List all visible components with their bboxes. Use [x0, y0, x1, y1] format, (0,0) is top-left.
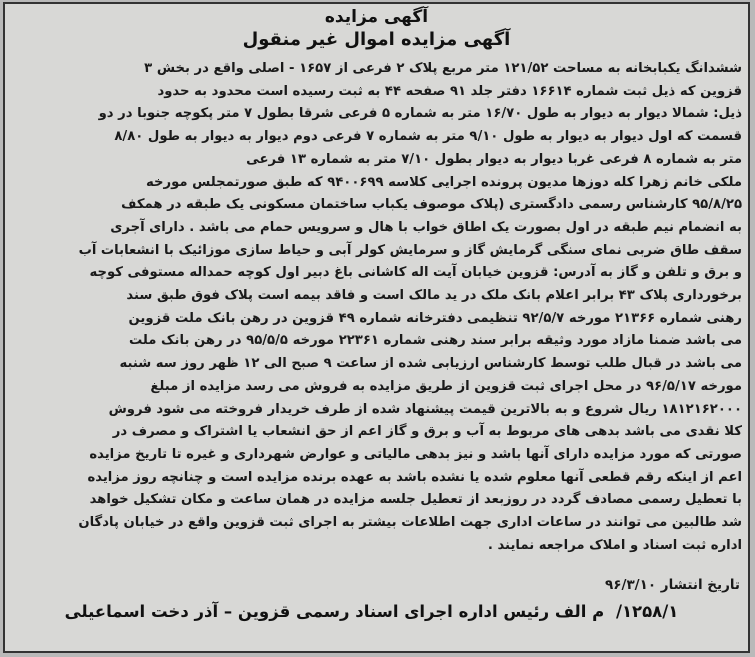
notice-subtitle: آگهی مزایده اموال غیر منقول: [242, 29, 511, 50]
body-line: به انضمام نیم طبقه در اول بصورت یک اطاق خواب با هال و سرویس حمام می باشد . دارای آجری: [110, 219, 742, 235]
body-line: اعم از اینکه رقم قطعی آنها معلوم شده یا نشده باشد به عهده برنده مزایده است و چنانچه روز مزایده: [87, 469, 742, 485]
body-line: شد طالبین می توانند در ساعات اداری جهت اطلاعات بیشتر به اجرای ثبت قزوین واقع در خیابان پادگان: [78, 515, 742, 531]
body-line: با تعطیل رسمی مصادف گردد در روزبعد از تعطیل جلسه مزایده در همان ساعت و مکان تشکیل خواهد: [89, 492, 742, 508]
body-line: برخورداری پلاک ۴۳ برابر اعلام بانک ملک در ید مالک است و فاقد بیمه است پلاک فوق طبق سند: [126, 288, 742, 304]
notice-code: ۱۲۵۸/۱/: [615, 602, 679, 621]
body-line: و برق و تلفن و گاز به آدرس: قزوین خیابان آیت اله کاشانی باغ دبیر اول کوچه حمداله مستوفی کوچه: [89, 265, 742, 281]
body-line: می باشد در قبال طلب توسط کارشناس ارزیابی شده از ساعت ۹ صبح الی ۱۲ ظهر روز سه شنبه: [119, 356, 742, 372]
notice-title: آگهی مزایده: [324, 7, 429, 27]
body-line: می باشد ضمنا مازاد مورد وثیقه برابر سند رهنی شماره ۲۲۳۶۱ مورخه ۹۵/۵/۵ در رهن بانک ملت: [128, 333, 742, 349]
body-line: ششدانگ یکبابخانه به مساحت ۱۲۱/۵۲ متر مربع پلاک ۲ فرعی از ۱۶۵۷ - اصلی واقع در بخش ۳: [144, 61, 742, 76]
body-line: رهنی شماره ۲۱۳۶۶ مورخه ۹۲/۵/۷ تنظیمی دفترخانه شماره ۴۹ قزوین در رهن بانک ملت قزوین: [128, 310, 742, 326]
body-line: قسمت که اول دیوار به دیوار به طول ۹/۱۰ متر به شماره ۷ فرعی دوم دیوار به دیوار به طول ۸/۸۰: [114, 129, 742, 145]
body-line: ملکی خانم زهرا کله دوزها مدیون پرونده اجرایی کلاسه ۹۴۰۰۶۹۹ که طبق صورتمجلس مورخه: [146, 174, 742, 190]
body-line: قزوین که ذیل ثبت شماره ۱۶۶۱۴ دفتر جلد ۹۱ صفحه ۴۴ به ثبت رسیده است محدود به حدود: [157, 83, 742, 99]
signature-line: [5, 602, 738, 621]
body-line: ۱۸۱۲۱۶۲۰۰۰ ریال شروع و به بالاترین قیمت پیشنهاد شده از طرف خریدار فروخته می شود فروش: [108, 401, 742, 417]
notice-header: [5, 6, 748, 52]
body-line: ۹۵/۸/۲۵ کارشناس رسمی دادگستری (پلاک موصوف یکباب ساختمان مسکونی یک طبقه در همکف: [121, 197, 742, 213]
body-line: متر به شماره ۸ فرعی غربا دیوار به دیوار بطول ۷/۱۰ متر به شماره ۱۳ فرعی: [246, 151, 742, 167]
notice-body: [11, 58, 742, 557]
body-line: مورخه ۹۶/۵/۱۷ در محل اجرای ثبت قزوین از طریق مزایده به فروش می رسد مزایده از مبلغ: [150, 378, 742, 394]
body-line: سقف طاق ضربی نمای سنگی گرمایش گاز و سرمایش کولر آبی و حیاط سازی موزائیک با انشعابات آب: [78, 242, 742, 258]
newspaper-clipping: [3, 2, 750, 653]
signatory: م الف رئیس اداره اجرای اسناد رسمی قزوین – آذر دخت اسماعیلی: [64, 602, 605, 621]
body-line: ذیل: شمالا دیوار به دیوار به طول ۱۶/۷۰ متر به شماره ۵ فرعی شرقا بطول ۷ متر پکوچه جنوبا در دو: [98, 106, 742, 122]
body-line: صورتی که مورد مزایده دارای آنها باشد و نیز بدهی مالیاتی و عوارض شهرداری و غیره تا تاریخ مزایده: [89, 446, 742, 462]
body-line: اداره ثبت اسناد و املاک مراجعه نمایند .: [487, 537, 742, 553]
publication-date: تاریخ انتشار ۹۶/۳/۱۰: [605, 577, 740, 593]
body-line: کلا نقدی می باشد بدهی های مربوط به آب و برق و گاز اعم از حق انشعاب یا اشتراک و مصرف در: [112, 424, 742, 440]
